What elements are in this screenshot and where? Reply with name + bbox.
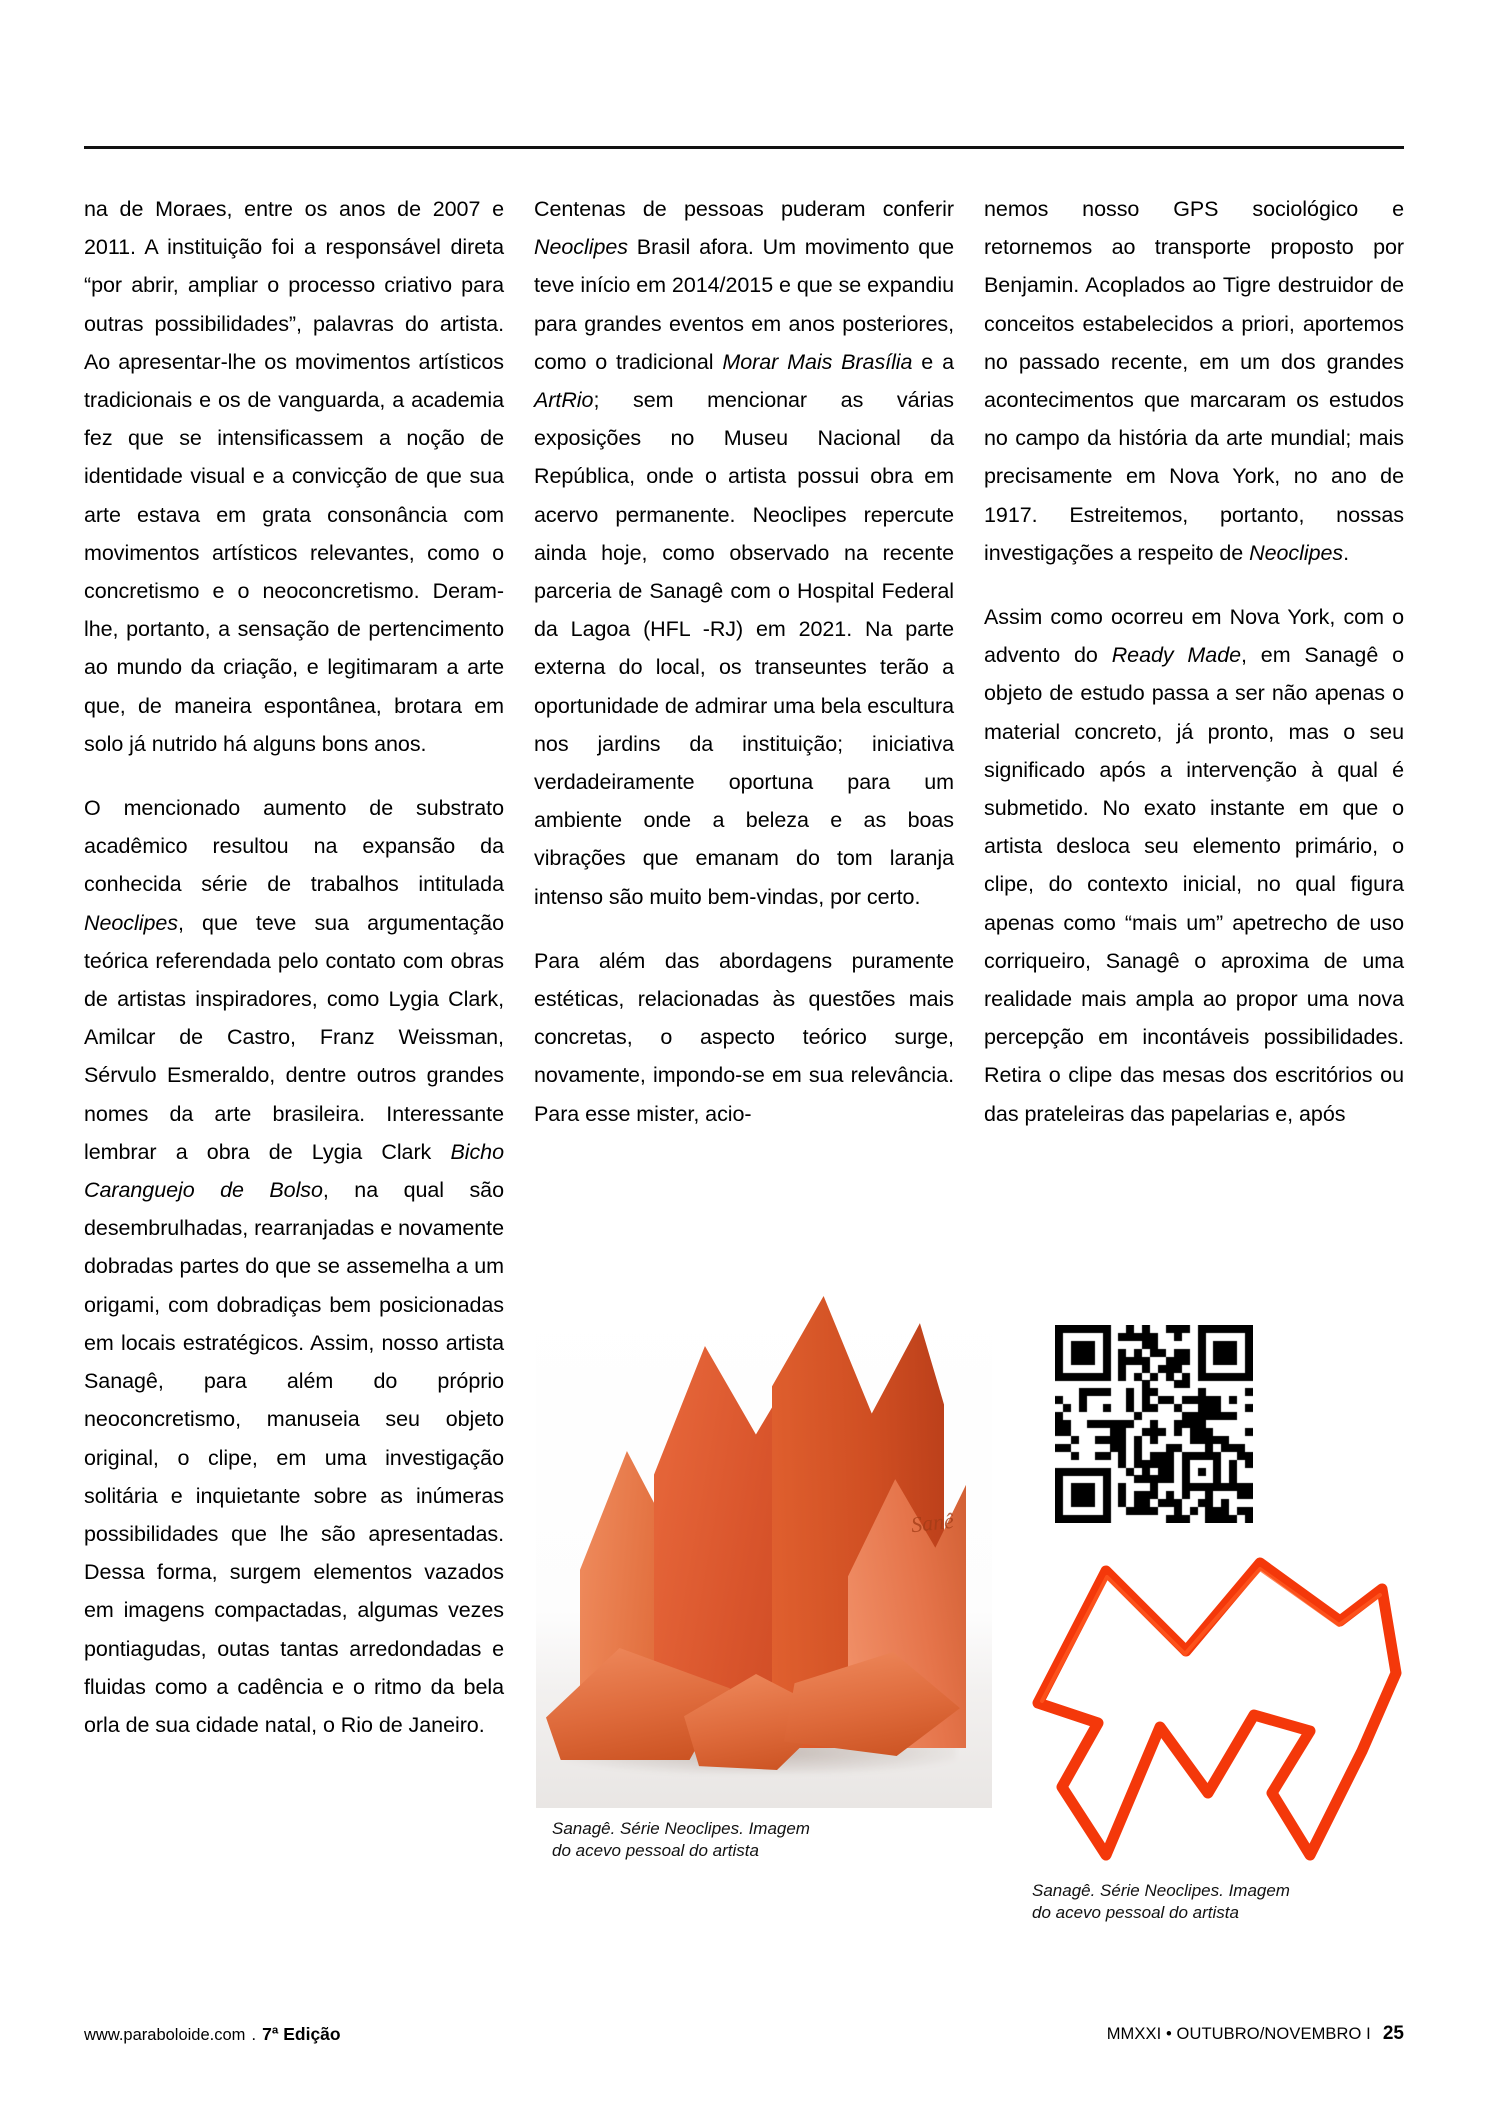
paragraph xyxy=(984,190,1404,572)
footer-right xyxy=(1107,2022,1404,2046)
body-text: Assim como ocorreu em Nova York, com o advento do xyxy=(984,605,1404,668)
wire-sculpture-svg xyxy=(1010,1555,1410,1885)
footer-issue: MMXXI • OUTUBRO/NOVEMBRO I xyxy=(1106,2025,1371,2043)
orange-folded-sculpture-photo xyxy=(536,1290,992,1808)
paragraph xyxy=(984,598,1404,1133)
paragraph xyxy=(534,190,954,916)
artist-signature: Sanê xyxy=(909,1507,956,1538)
emphasis-text: Neoclipes xyxy=(534,235,628,260)
orange-wire-paperclip-sculpture-photo xyxy=(1010,1555,1410,1885)
body-text: na de Moraes, entre os anos de 2007 e 2011. A instituição foi a responsável direta “por abrir, ampliar o processo criativo para outras possibilidades”, palavras do artista. Ao apresentar-lhe os movimentos artísticos tradicionais e os de vanguarda, a academia fez que se intensificassem a noção de identidade visual e a convicção de que sua arte estava em grata consonância com movimentos artísticos relevantes, como o concretismo e o neoconcretismo. Deram-lhe, portanto, a sensação de pertencimento ao mundo da criação, e legitimaram a arte que, de maneira espontânea, brotara em solo já nutrido há alguns bons anos. xyxy=(84,197,504,756)
page-footer xyxy=(84,2022,1404,2052)
qr-code-canvas[interactable] xyxy=(1055,1325,1253,1523)
emphasis-text: Bicho Caranguejo de Bolso xyxy=(84,1139,504,1203)
body-text: ; sem mencionar as várias exposições no Museu Nacional da República, onde o artista possui obra em acervo permanente. Neoclipes repercute ainda hoje, como observado na recente parceria de Sanagê com o Hospital Federal da Lagoa (HFL -RJ) em 2021. Na parte externa do local, os transeuntes terão a oportunidade de admirar uma bela escultura nos jardins da instituição; iniciativa verdadeiramente oportuna para um ambiente onde a beleza e as boas vibrações que emanam do tom laranja intenso são muito bem-vindas, por certo. xyxy=(534,388,954,909)
body-text: e a xyxy=(912,349,954,374)
text-column-3 xyxy=(984,190,1404,1133)
emphasis-text: Ready Made xyxy=(1111,643,1242,668)
paragraph xyxy=(84,789,504,1744)
caption-wire-line1: Sanagê. Série Neoclipes. Imagem xyxy=(1032,1881,1290,1900)
body-text: , que teve sua argumentação teórica referendada pelo contato com obras de artistas inspiradores, como Lygia Clark, Amilcar de Castro, Franz Weissman, Sérvulo Esmeraldo, dentre outros grandes nomes da arte brasileira. Interessante lembrar a obra de Lygia Clark xyxy=(84,910,504,1164)
body-text: . xyxy=(1343,540,1350,565)
header-rule xyxy=(84,146,1404,149)
body-text: Brasil afora. Um movimento que teve início em 2014/2015 e que se expandiu para grandes eventos em anos posteriores, como o tradicional xyxy=(534,235,954,374)
body-text: Centenas de pessoas puderam conferir xyxy=(534,197,954,221)
caption-sculpture-line1: Sanagê. Série Neoclipes. Imagem xyxy=(552,1819,810,1838)
emphasis-text: Morar Mais Brasília xyxy=(722,349,913,374)
emphasis-text: ArtRio xyxy=(534,388,594,413)
caption-wire-line2: do acevo pessoal do artista xyxy=(1032,1903,1239,1922)
body-text: Para além das abordagens puramente estéticas, relacionadas às questões mais concretas, o aspecto teórico surge, novamente, impondo-se em sua relevância. Para esse mister, acio- xyxy=(534,948,954,1126)
paragraph xyxy=(84,190,504,763)
footer-website[interactable]: www.paraboloide.com xyxy=(84,2026,246,2044)
body-text: , em Sanagê o objeto de estudo passa a ser não apenas o material concreto, já pronto, mas o seu significado após a intervenção à qual é submetido. No exato instante em que o artista desloca seu elemento primário, o clipe, do contexto inicial, no qual figura apenas como “mais um” apetrecho de uso corriqueiro, Sanagê o aproxima de uma realidade mais ampla ao propor uma nova percepção em incontáveis possibilidades. Retira o clipe das mesas dos escritórios ou das prateleiras das papelarias e, após xyxy=(984,643,1405,1126)
caption-sculpture xyxy=(552,1818,882,1862)
qr-code[interactable] xyxy=(1055,1325,1253,1523)
body-text: O mencionado aumento de substrato acadêmico resultou na expansão da conhecida série de trabalhos intitulada xyxy=(84,796,504,897)
footer-left xyxy=(84,2022,341,2047)
paragraph xyxy=(534,942,954,1133)
footer-page-number: 25 xyxy=(1382,2023,1404,2044)
text-column-2 xyxy=(534,190,954,1133)
caption-wire xyxy=(1032,1880,1362,1924)
caption-sculpture-line2: do acevo pessoal do artista xyxy=(552,1841,759,1860)
body-text: nemos nosso GPS sociológico e retornemos ao transporte proposto por Benjamin. Acoplados ao Tigre destruidor de conceitos estabelecidos a priori, aportemos no passado recente, em um dos grandes acontecimentos que marcaram os estudos no campo da história da arte mundial; mais precisamente em Nova York, no ano de 1917. Estreitemos, portanto, nossas investigações a respeito de xyxy=(984,197,1404,565)
emphasis-text: Neoclipes xyxy=(1249,540,1344,565)
footer-edition: 7ª Edição xyxy=(262,2024,341,2044)
body-text: , na qual são desembrulhadas, rearranjadas e novamente dobradas partes do que se assemelha a um origami, com dobradiças bem posicionadas em locais estratégicos. Assim, nosso artista Sanagê, para além do próprio neoconcretismo, manuseia seu objeto original, o clipe, em uma investigação solitária e inquietante sobre as inúmeras possibilidades que lhe são apresentadas. Dessa forma, surgem elementos vazados em imagens compactadas, algumas vezes pontiagudas, outas tantas arredondadas e fluidas como a cadência e o ritmo da bela orla de sua cidade natal, o Rio de Janeiro. xyxy=(84,1178,504,1737)
text-column-1 xyxy=(84,190,504,1744)
footer-separator: . xyxy=(251,2025,257,2044)
emphasis-text: Neoclipes xyxy=(84,910,178,935)
